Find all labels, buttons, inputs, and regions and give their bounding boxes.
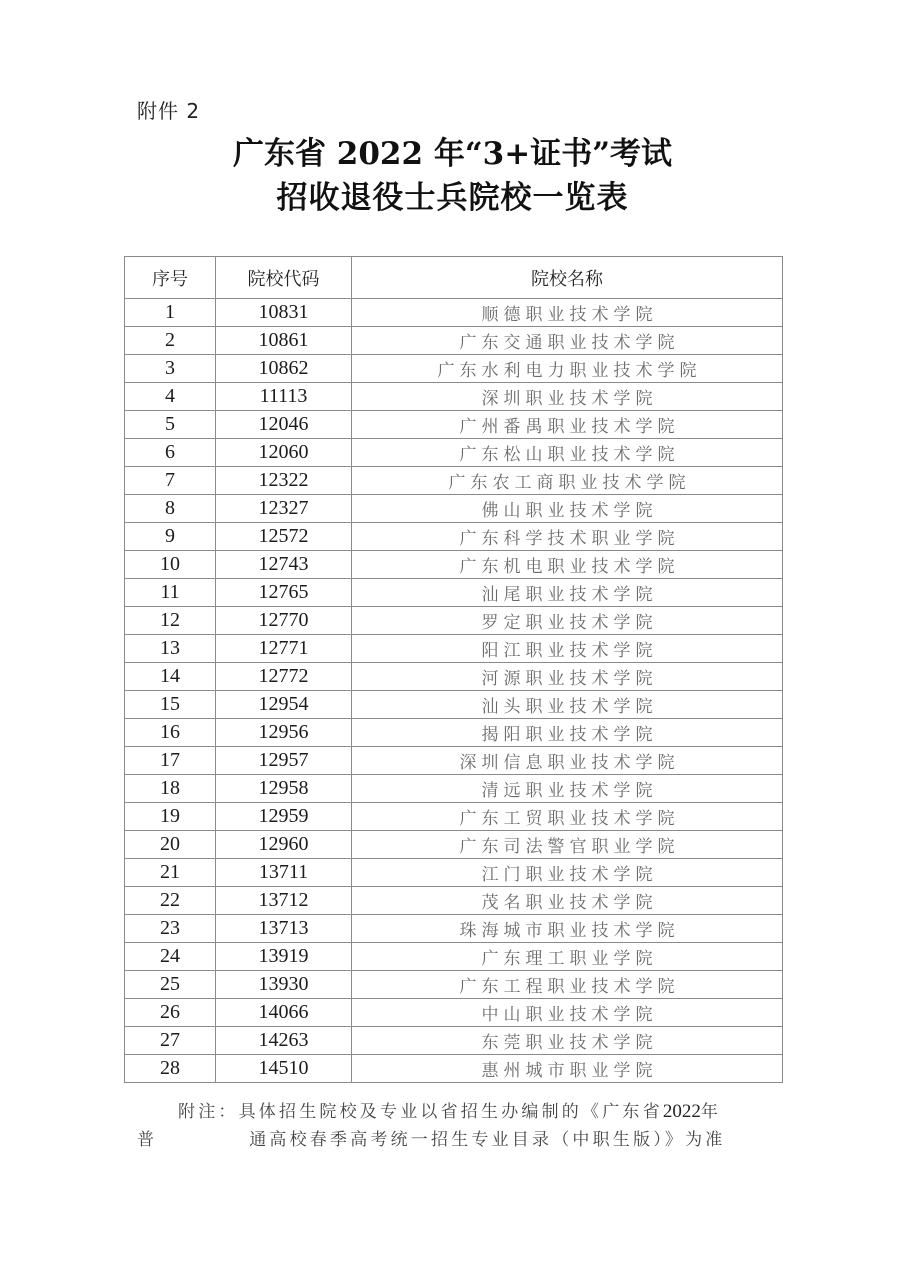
row-seq: 21 (125, 859, 216, 887)
table-row (125, 859, 783, 887)
row-name: 广东科学技术职业学院 (352, 523, 783, 551)
row-code: 12046 (216, 411, 352, 439)
header-seq: 序号 (125, 257, 216, 299)
row-seq: 25 (125, 971, 216, 999)
row-name: 惠州城市职业学院 (352, 1055, 783, 1083)
row-seq: 20 (125, 831, 216, 859)
row-name: 珠海城市职业技术学院 (352, 915, 783, 943)
header-code: 院校代码 (216, 257, 352, 299)
table-row (125, 943, 783, 971)
row-seq: 18 (125, 775, 216, 803)
row-seq: 23 (125, 915, 216, 943)
row-code: 13713 (216, 915, 352, 943)
row-name: 河源职业技术学院 (352, 663, 783, 691)
table-row (125, 999, 783, 1027)
row-code: 12322 (216, 467, 352, 495)
row-seq: 8 (125, 495, 216, 523)
row-code: 12771 (216, 635, 352, 663)
row-seq: 11 (125, 579, 216, 607)
footnote (137, 1098, 787, 1154)
row-code: 14263 (216, 1027, 352, 1055)
footnote-line-2-rest: 通高校春季高考统一招生专业目录（中职生版）》为准 (249, 1130, 726, 1150)
row-name: 东莞职业技术学院 (352, 1027, 783, 1055)
footnote-line-1-suffix: 年 (700, 1102, 722, 1122)
row-seq: 5 (125, 411, 216, 439)
row-code: 12960 (216, 831, 352, 859)
title-line-1: 广东省 2022 年“3+证书”考试 (232, 136, 673, 172)
row-seq: 10 (125, 551, 216, 579)
row-name: 广东水利电力职业技术学院 (352, 355, 783, 383)
row-seq: 1 (125, 299, 216, 327)
row-code: 10862 (216, 355, 352, 383)
row-code: 12743 (216, 551, 352, 579)
row-seq: 9 (125, 523, 216, 551)
table-row (125, 887, 783, 915)
row-seq: 27 (125, 1027, 216, 1055)
row-code: 12958 (216, 775, 352, 803)
row-seq: 17 (125, 747, 216, 775)
row-seq: 12 (125, 607, 216, 635)
header-name: 院校名称 (352, 257, 783, 299)
row-name: 罗定职业技术学院 (352, 607, 783, 635)
row-code: 10861 (216, 327, 352, 355)
row-seq: 3 (125, 355, 216, 383)
row-name: 佛山职业技术学院 (352, 495, 783, 523)
table-row (125, 1055, 783, 1083)
row-code: 11113 (216, 383, 352, 411)
row-seq: 16 (125, 719, 216, 747)
row-name: 广东工贸职业技术学院 (352, 803, 783, 831)
row-name: 茂名职业技术学院 (352, 887, 783, 915)
row-name: 深圳职业技术学院 (352, 383, 783, 411)
row-name: 广州番禺职业技术学院 (352, 411, 783, 439)
table-row (125, 551, 783, 579)
table-row (125, 439, 783, 467)
table-row (125, 719, 783, 747)
footnote-line-2 (137, 1126, 787, 1154)
footnote-year: 2022 (662, 1101, 701, 1122)
row-name: 中山职业技术学院 (352, 999, 783, 1027)
row-name: 广东交通职业技术学院 (352, 327, 783, 355)
table-row (125, 355, 783, 383)
row-name: 广东工程职业技术学院 (352, 971, 783, 999)
document-title (0, 132, 905, 220)
table-row (125, 747, 783, 775)
row-seq: 13 (125, 635, 216, 663)
row-seq: 24 (125, 943, 216, 971)
row-seq: 2 (125, 327, 216, 355)
row-name: 汕尾职业技术学院 (352, 579, 783, 607)
row-name: 顺德职业技术学院 (352, 299, 783, 327)
row-code: 14510 (216, 1055, 352, 1083)
schools-table (124, 256, 783, 1083)
row-code: 12959 (216, 803, 352, 831)
row-code: 12954 (216, 691, 352, 719)
table-row (125, 691, 783, 719)
table-row (125, 299, 783, 327)
table-row (125, 411, 783, 439)
row-code: 12572 (216, 523, 352, 551)
row-code: 14066 (216, 999, 352, 1027)
row-seq: 22 (125, 887, 216, 915)
row-code: 13712 (216, 887, 352, 915)
row-name: 广东松山职业技术学院 (352, 439, 783, 467)
table-row (125, 523, 783, 551)
row-code: 12956 (216, 719, 352, 747)
row-code: 12765 (216, 579, 352, 607)
table-row (125, 831, 783, 859)
row-name: 江门职业技术学院 (352, 859, 783, 887)
row-seq: 26 (125, 999, 216, 1027)
row-code: 12060 (216, 439, 352, 467)
row-code: 13930 (216, 971, 352, 999)
table-header-row (125, 257, 783, 299)
table-body (125, 299, 783, 1083)
table-row (125, 635, 783, 663)
row-seq: 7 (125, 467, 216, 495)
table-row (125, 803, 783, 831)
footnote-line-1-prefix: 附注：具体招生院校及专业以省招生办编制的《广东省 (178, 1102, 663, 1122)
table-row (125, 327, 783, 355)
row-seq: 19 (125, 803, 216, 831)
row-code: 13711 (216, 859, 352, 887)
row-name: 广东司法警官职业学院 (352, 831, 783, 859)
row-code: 12957 (216, 747, 352, 775)
row-seq: 14 (125, 663, 216, 691)
row-name: 深圳信息职业技术学院 (352, 747, 783, 775)
table-row (125, 663, 783, 691)
row-code: 13919 (216, 943, 352, 971)
table-row (125, 971, 783, 999)
table-row (125, 383, 783, 411)
row-code: 12327 (216, 495, 352, 523)
row-seq: 28 (125, 1055, 216, 1083)
row-code: 12770 (216, 607, 352, 635)
row-name: 阳江职业技术学院 (352, 635, 783, 663)
row-code: 12772 (216, 663, 352, 691)
row-name: 汕头职业技术学院 (352, 691, 783, 719)
table-row (125, 1027, 783, 1055)
row-name: 清远职业技术学院 (352, 775, 783, 803)
table-row (125, 775, 783, 803)
row-seq: 4 (125, 383, 216, 411)
table-row (125, 579, 783, 607)
row-name: 揭阳职业技术学院 (352, 719, 783, 747)
table-row (125, 607, 783, 635)
table-row (125, 915, 783, 943)
row-name: 广东农工商职业技术学院 (352, 467, 783, 495)
row-code: 10831 (216, 299, 352, 327)
title-line-2: 招收退役士兵院校一览表 (276, 180, 629, 216)
attachment-label: 附件 2 (137, 99, 201, 123)
footnote-line-2-lead: 普 (137, 1130, 158, 1150)
row-seq: 6 (125, 439, 216, 467)
row-name: 广东理工职业学院 (352, 943, 783, 971)
row-name: 广东机电职业技术学院 (352, 551, 783, 579)
row-seq: 15 (125, 691, 216, 719)
table-row (125, 467, 783, 495)
footnote-line-1 (137, 1098, 787, 1126)
table-row (125, 495, 783, 523)
